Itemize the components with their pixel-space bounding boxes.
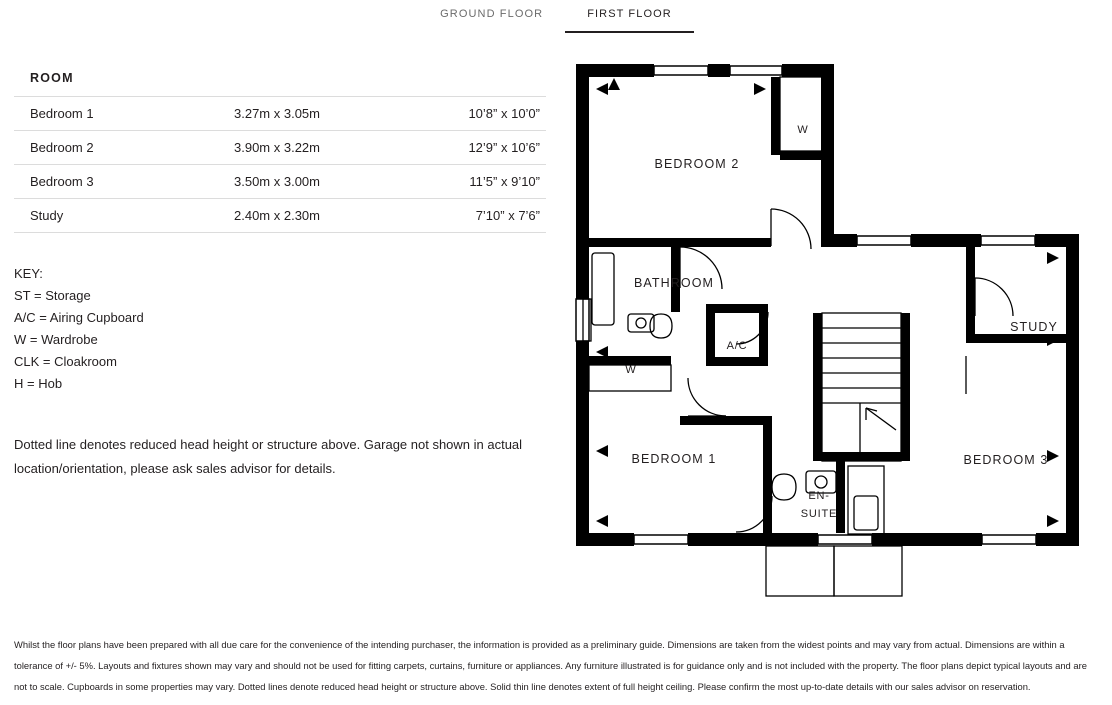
room-name: Bedroom 3: [14, 165, 234, 199]
table-row: [14, 199, 546, 233]
room-imperial: 7’10” x 7’6”: [420, 199, 546, 233]
floor-tabs: [0, 0, 1112, 34]
column-header-imperial: [420, 66, 546, 97]
key-item-hob: H = Hob: [14, 376, 63, 391]
doors: [680, 209, 1013, 532]
room-imperial: 12’9” x 10’6”: [420, 131, 546, 165]
room-imperial: 11’5” x 9’10”: [420, 165, 546, 199]
key-item-airing-cupboard: A/C = Airing Cupboard: [14, 310, 144, 325]
table-row: [14, 131, 546, 165]
room-imperial: 10’8” x 10’0”: [420, 97, 546, 131]
floorplan-first-floor: [566, 56, 1106, 616]
label-ensuite-line1: EN-: [808, 490, 830, 502]
label-wardrobe-bedroom2: W: [797, 124, 809, 136]
room-metric: 2.40m x 2.30m: [234, 199, 420, 233]
room-metric: 3.90m x 3.22m: [234, 131, 420, 165]
tab-first-floor[interactable]: FIRST FLOOR: [565, 0, 694, 33]
key-title: KEY:: [14, 266, 43, 281]
room-name: Bedroom 1: [14, 97, 234, 131]
label-bedroom-3: BEDROOM 3: [963, 453, 1049, 467]
label-bathroom: BATHROOM: [633, 276, 715, 290]
key-item-storage: ST = Storage: [14, 288, 91, 303]
disclaimer-text: Whilst the floor plans have been prepared with all due care for the convenience of the intending purchaser, the information is provided as a preliminary guide. Dimensions are taken from the widest points and may vary from actual. Dimensions are within a tolerance of +/- 5%. Layouts and fixtures shown may vary and should not be used for fitting carpets, curtains, furniture or appliances. Any furniture illustrated is for guidance only and is not included with the property. The floor plans depict typical layouts and are not to scale. Cupboards in some properties may vary. Dotted lines denote reduced head height or structure above. Solid thin line denotes extent of full height ceiling. Please confirm the most up-to-date details with our sales advisor on reservation.: [14, 639, 1087, 692]
table-row: [14, 97, 546, 131]
label-bedroom-1: BEDROOM 1: [631, 452, 717, 466]
label-ensuite-line2: SUITE: [800, 508, 838, 520]
label-wardrobe-bedroom1: W: [625, 364, 637, 376]
room-metric: 3.50m x 3.00m: [234, 165, 420, 199]
key-item-cloakroom: CLK = Cloakroom: [14, 354, 117, 369]
label-bedroom-2: BEDROOM 2: [654, 157, 740, 171]
key-legend: [14, 263, 546, 395]
column-header-room: ROOM: [14, 66, 234, 97]
label-study: STUDY: [1010, 320, 1058, 334]
room-name: Study: [14, 199, 234, 233]
room-name: Bedroom 2: [14, 131, 234, 165]
key-item-wardrobe: W = Wardrobe: [14, 332, 98, 347]
plan-note: Dotted line denotes reduced head height or structure above. Garage not shown in actual location/orientation, please ask sales advisor for details.: [14, 437, 523, 476]
exterior-walls: [576, 64, 1079, 546]
label-airing-cupboard: A/C: [726, 340, 748, 352]
room-metric: 3.27m x 3.05m: [234, 97, 420, 131]
tab-ground-floor[interactable]: GROUND FLOOR: [418, 0, 565, 31]
column-header-metric: [234, 66, 420, 97]
room-dimensions-table: [14, 66, 546, 233]
table-header-row: [14, 66, 546, 97]
left-column: [14, 66, 546, 481]
table-row: [14, 165, 546, 199]
fixtures: [583, 77, 902, 596]
